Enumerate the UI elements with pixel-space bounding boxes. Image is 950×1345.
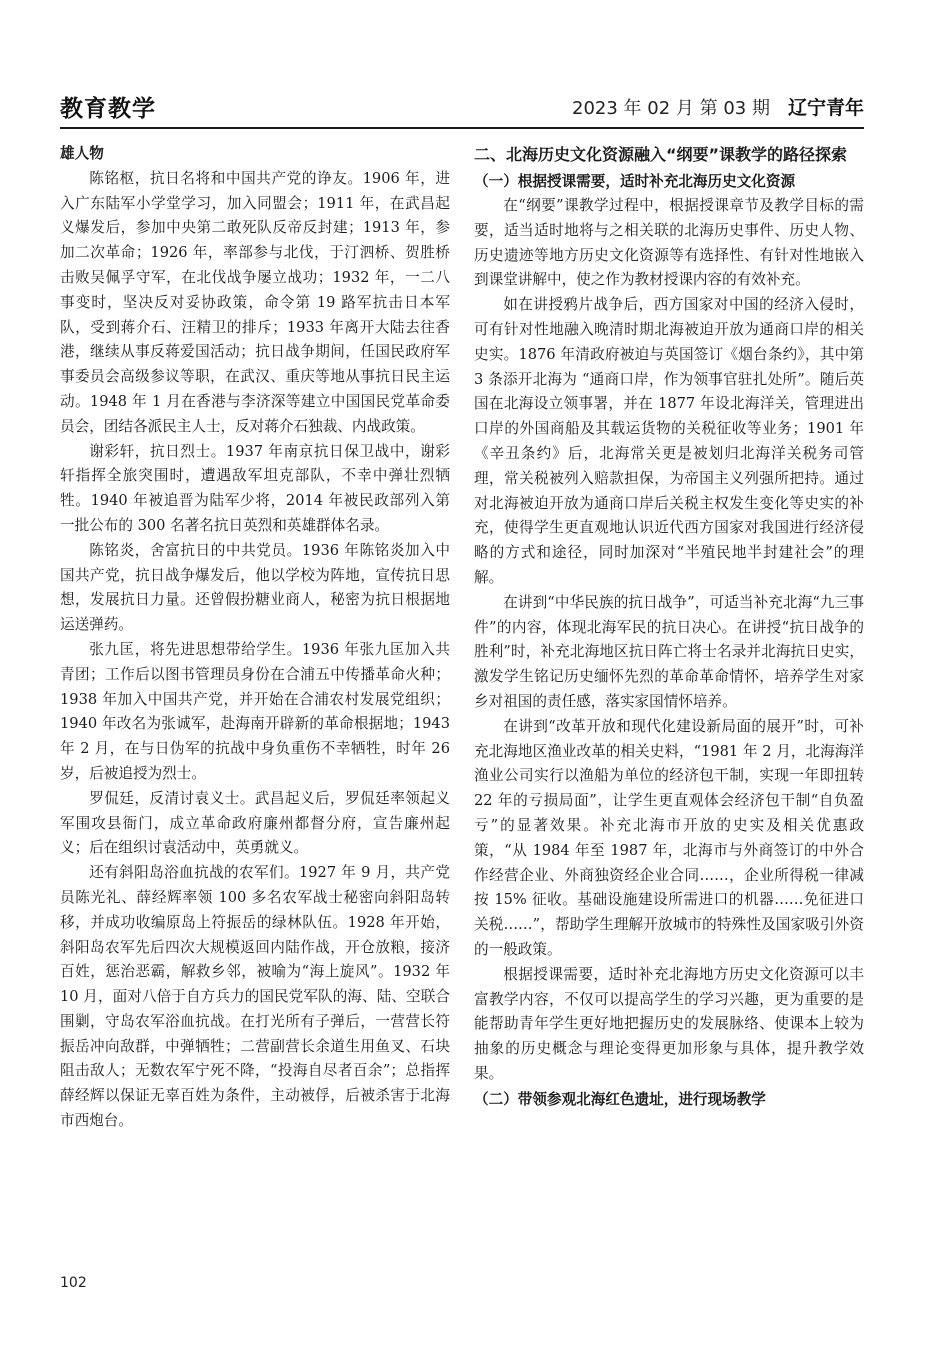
subsection-heading: （一）根据授课需要，适时补充北海历史文化资源 (474, 173, 796, 190)
paragraph: 在“纲要”课教学过程中，根据授课章节及教学目标的需要，适当适时地将与之相关联的北海历史事件、历史人物、历史遗迹等地方历史文化资源等有选择性、有针对性地嵌入到课堂讲解中，使之作为教材授课内容的有效补充。 (474, 197, 864, 289)
paragraph: 陈铭枢，抗日名将和中国共产党的诤友。1906 年，进入广东陆军小学堂学习，加入同盟会；1911 年，在武昌起义爆发后，参加中央第二敢死队反帝反封建；1913 年，参加二次革命；1926 年，率部参与北伐，于汀泗桥、贺胜桥击败吴佩孚守军，在北伐战争屡立战功；1932 年，一二八事变时，坚决反对妥协政策，命令第 19 路军抗击日本军队，受到蒋介石、汪精卫的排斥；1933 年离开大陆去往香港，继续从事反蒋爱国活动；抗日战争期间，任国民政府军事委员会高级参议等职，在武汉、重庆等地从事抗日民主运动。1948 年 1 月在香港与李济深等建立中国国民党革命委员会，团结各派民主人士，反对蒋介石独裁、内战政策。 (60, 169, 450, 435)
issue-date: 2023 年 02 月 第 03 期 (572, 98, 770, 119)
page-number: 102 (60, 1275, 87, 1291)
header-divider (60, 127, 864, 129)
right-column (474, 142, 864, 1112)
journal-name: 辽宁青年 (787, 97, 864, 119)
left-column (60, 142, 450, 1134)
paragraph: 在讲到“中华民族的抗日战争”，可适当补充北海“九三事件”的内容，体现北海军民的抗日决心。在讲授“抗日战争的胜利”时，补充北海地区抗日阵亡将士名录并北海抗日史实，激发学生铭记历史缅怀先烈的革命革命情怀，培养学生对家乡对祖国的责任感，落实家国情怀培养。 (474, 593, 864, 710)
section-label: 教育教学 (60, 96, 156, 122)
paragraph: 谢彩轩，抗日烈士。1937 年南京抗日保卫战中，谢彩轩指挥全旅突围时，遭遇敌军坦克部队，不幸中弹壮烈牺牲。1940 年被追晋为陆军少将，2014 年被民政部列入第一批公布的 300 名著名抗日英烈和英雄群体名录。 (60, 442, 450, 534)
subsection-heading: （二）带领参观北海红色遗址，进行现场教学 (474, 1090, 766, 1108)
paragraph: 罗侃廷，反清讨袁义士。武昌起义后，罗侃廷率领起义军围攻县衙门，成立革命政府廉州都督分府，宣告廉州起义；后在组织讨袁活动中，英勇就义。 (60, 789, 450, 857)
paragraph: 张九匡，将先进思想带给学生。1936 年张九匡加入共青团；工作后以图书管理员身份在合浦五中传播革命火种；1938 年加入中国共产党，并开始在合浦农村发展党组织；1940 年改名为张诚军，赴海南开辟新的革命根据地；1943 年 2 月，在与日伪军的抗战中身负重伤不幸牺牲，时年 26 岁，后被追授为烈士。 (60, 640, 450, 782)
paragraph: 根据授课需要，适时补充北海地方历史文化资源可以丰富教学内容，不仅可以提高学生的学习兴趣，更为重要的是能帮助青年学生更好地把握历史的发展脉络、使课本上较为抽象的历史概念与理论变得更加形象与具体，提升教学效果。 (474, 965, 864, 1082)
paragraph: 陈铭炎，舍富抗日的中共党员。1936 年陈铭炎加入中国共产党，抗日战争爆发后，他以学校为阵地，宣传抗日思想，发展抗日力量。还曾假扮糖业商人，秘密为抗日根据地运送弹药。 (60, 541, 450, 634)
issue-info (572, 93, 864, 120)
paragraph: 如在讲授鸦片战争后，西方国家对中国的经济入侵时，可有针对性地融入晚清时期北海被迫开放为通商口岸的相关史实。1876 年清政府被迫与英国签订《烟台条约》，其中第 3 条添开北海为 “通商口岸，作为领事官驻扎处所”。随后英国在北海设立领事署，并在 1877 年设北海洋关，管理进出口岸的外国商船及其载运货物的关税征收等业务；1901 年《辛丑条约》后，北海常关更是被划归北海洋关税务司管理，常关税被列入赔款担保，为帝国主义列强所把持。通过对北海被迫开放为通商口岸后关税主权发生变化等史实的补充，使得学生更直观地认识近代西方国家对我国进行经济侵略的方式和途径，同时加深对“半殖民地半封建社会”的理解。 (474, 296, 864, 586)
continued-heading: 雄人物 (60, 145, 104, 162)
paragraph: 还有斜阳岛浴血抗战的农军们。1927 年 9 月，共产党员陈光礼、薛经辉率领 100 多名农军战士秘密向斜阳岛转移，并成功收编原岛上符振岳的绿林队伍。1928 年开始，斜阳岛农军先后四次大规模返回内陆作战，开仓放粮，接济百姓，惩治恶霸，解救乡邻，被喻为“海上旋风”。1932 年 10 月，面对八倍于自方兵力的国民党军队的海、陆、空联合围剿，守岛农军浴血抗战。在打光所有子弹后，一营营长符振岳冲向敌群，中弹牺牲；二营副营长余道生用鱼叉、石块阻击敌人；无数农军宁死不降，“投海自尽者百余”；总指挥薛经辉以保证无辜百姓为条件，主动被俘，后被杀害于北海市西炮台。 (60, 864, 450, 1130)
section-heading: 二、北海历史文化资源融入“纲要”课教学的路径探索 (474, 145, 848, 164)
paragraph: 在讲到“改革开放和现代化建设新局面的展开”时，可补充北海地区渔业改革的相关史料，“1981 年 2 月，北海海洋渔业公司实行以渔船为单位的经济包干制，实现一年即扭转 22 年的亏损局面”，让学生更直观体会经济包干制“自负盈亏”的显著效果。补充北海市开放的史实及相关优惠政策，“从 1984 年至 1987 年，北海市与外商签订的中外合作经营企业、外商独资经企业合同……，企业所得税一律减按 15% 征收。基础设施建设所需进口的机器……免征进口关税……”，帮助学生理解开放城市的特殊性及国家吸引外资的一般政策。 (474, 717, 864, 958)
